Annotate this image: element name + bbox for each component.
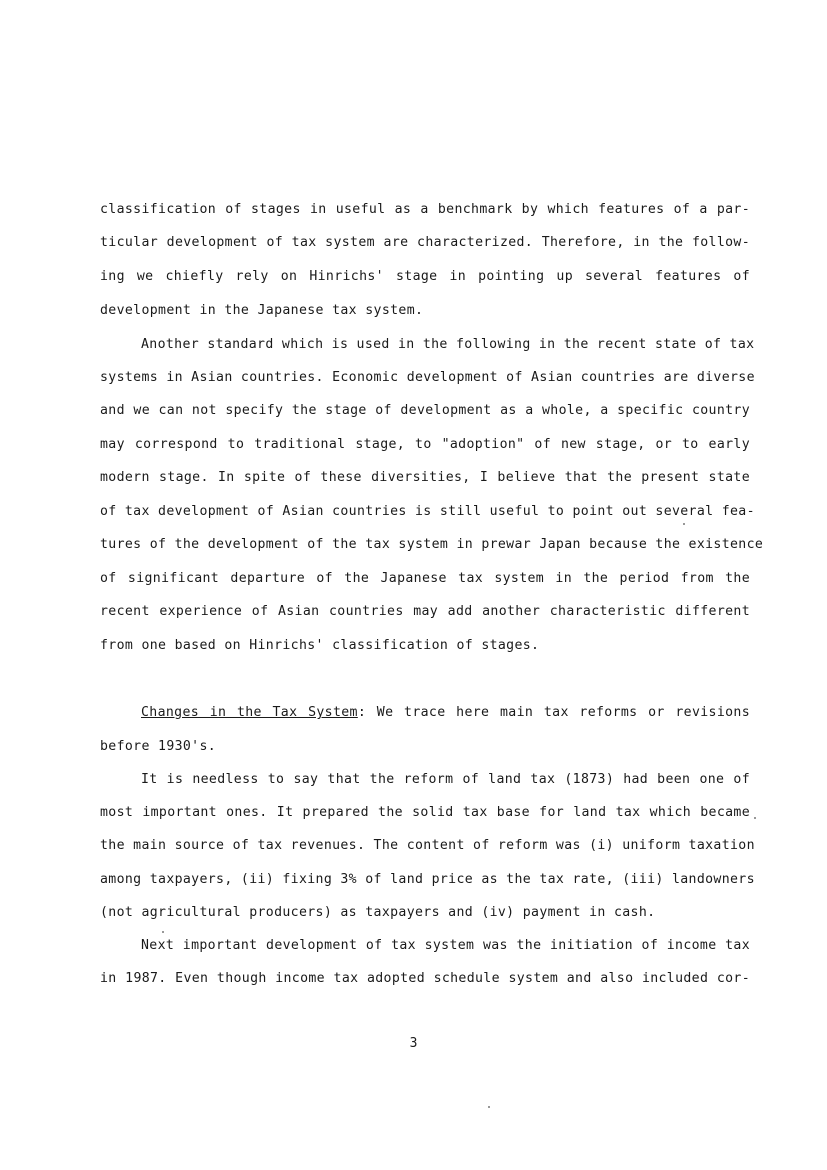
text-line: in 1987. Even though income tax adopted schedule system and also included cor- [100,971,750,986]
text-line: ticular development of tax system are characterized. Therefore, in the follow- [100,235,750,250]
text-line: recent experience of Asian countries may add another characteristic different [100,604,750,619]
text-line: and we can not specify the stage of development as a whole, a specific country [100,403,750,418]
scan-speck [488,1106,490,1108]
section-heading-line [141,704,750,722]
text-line: before 1930's. [100,739,217,754]
text-line: It is needless to say that the reform of land tax (1873) had been one of [141,772,750,787]
section-heading: Changes in the Tax System [141,705,358,720]
scan-speck [754,817,756,819]
text-line: tures of the development of the tax system in prewar Japan because the existence [100,537,764,552]
text-line: may correspond to traditional stage, to "adoption" of new stage, or to early [100,437,750,452]
text-line: among taxpayers, (ii) fixing 3% of land price as the tax rate, (iii) landowners [100,872,755,887]
text-line: Next important development of tax system was the initiation of income tax [141,938,750,953]
text-line: the main source of tax revenues. The content of reform was (i) uniform taxation [100,838,755,853]
text-line: Another standard which is used in the following in the recent state of tax [141,337,755,352]
text-line: from one based on Hinrichs' classification of stages. [100,638,540,653]
text-line: most important ones. It prepared the solid tax base for land tax which became [100,805,750,820]
text-line: (not agricultural producers) as taxpayers and (iv) payment in cash. [100,905,656,920]
text-line: development in the Japanese tax system. [100,303,424,318]
text-line: classification of stages in useful as a benchmark by which features of a par- [100,202,750,217]
page-number: 3 [409,1036,418,1051]
scan-speck [162,931,164,933]
text-line: of tax development of Asian countries is still useful to point out several fea- [100,504,755,519]
text-line: modern stage. In spite of these diversities, I believe that the present state [100,470,750,485]
text-line: of significant departure of the Japanese tax system in the period from the [100,571,750,586]
scan-speck [683,523,685,525]
text-line: systems in Asian countries. Economic development of Asian countries are diverse [100,370,755,385]
text-line: ing we chiefly rely on Hinrichs' stage in pointing up several features of [100,269,750,284]
section-heading-rest: : We trace here main tax reforms or revisions [357,705,750,720]
